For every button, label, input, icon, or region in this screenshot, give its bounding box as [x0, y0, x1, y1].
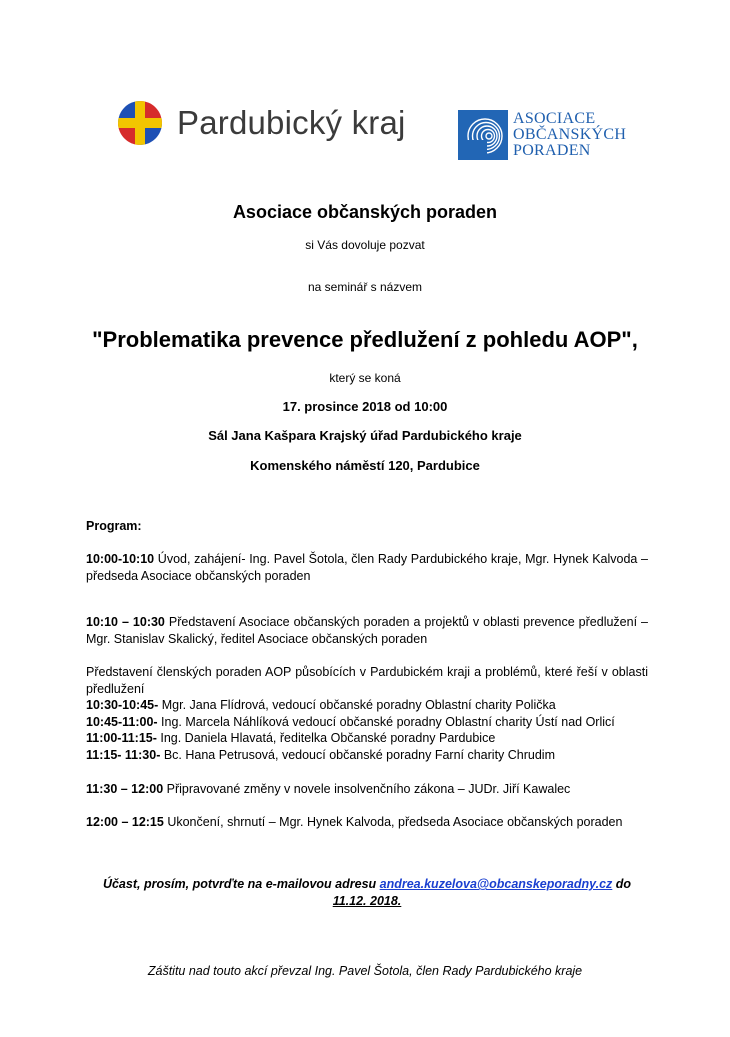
program-time: 11:00-11:15-	[86, 731, 157, 745]
program-subitem	[86, 714, 648, 731]
program-subitem	[86, 730, 648, 747]
program-text: Bc. Hana Petrusová, vedoucí občanské poradny Farní charity Chrudim	[160, 747, 556, 762]
rsvp-deadline: 11.12. 2018.	[332, 893, 402, 908]
seminar-line: na seminář s názvem	[307, 280, 423, 294]
program-subitem	[86, 747, 648, 764]
program-heading: Program:	[86, 519, 142, 533]
organizer-heading: Asociace občanských poraden	[232, 202, 498, 222]
program-item	[86, 551, 648, 584]
seminar-date: 17. prosince 2018 od 10:00	[282, 399, 448, 414]
program-time: 11:15- 11:30-	[86, 747, 161, 762]
rsvp-email-link[interactable]: andrea.kuzelova@obcanskeporadny.cz	[379, 877, 613, 891]
program-time: 10:30-10:45-	[86, 698, 159, 712]
seminar-title: "Problematika prevence předlužení z pohledu AOP",	[92, 327, 638, 352]
program-text: Ing. Marcela Náhlíková vedoucí občanské poradny Oblastní charity Ústí nad Orlicí	[157, 714, 615, 729]
aop-logo-line: OBČANSKÝCH	[513, 126, 627, 143]
kraj-emblem-icon	[117, 100, 163, 146]
program-subitem	[86, 697, 648, 714]
program-text: Připravované změny v novele insolvenčního zákona – JUDr. Jiří Kawalec	[163, 782, 571, 796]
aop-logo-line: PORADEN	[513, 142, 591, 159]
logo-banner	[93, 88, 645, 160]
program-time: 10:00-10:10	[86, 552, 155, 566]
program-text: Úvod, zahájení- Ing. Pavel Šotola, člen Rady Pardubického kraje, Mgr. Hynek Kalvoda – předseda Asociace občanských poraden	[86, 552, 648, 583]
program-block	[86, 664, 648, 763]
patronage-note: Záštitu nad touto akcí převzal Ing. Pavel Šotola, člen Rady Pardubického kraje	[147, 964, 583, 978]
program-item	[86, 781, 648, 798]
rsvp-note	[86, 876, 648, 909]
program-time: 12:00 – 12:15	[86, 815, 164, 829]
program-time: 10:10 – 10:30	[86, 615, 165, 629]
program-time: 10:45-11:00-	[86, 714, 158, 729]
program-text: Ukončení, shrnutí – Mgr. Hynek Kalvoda, předseda Asociace občanských poraden	[163, 815, 623, 829]
program-text: Mgr. Jana Flídrová, vedoucí občanské poradny Oblastní charity Polička	[158, 698, 556, 712]
seminar-address: Komenského náměstí 120, Pardubice	[250, 458, 480, 473]
rsvp-prefix: Účast, prosím, potvrďte na e-mailovou adresu	[102, 877, 380, 891]
aop-logo-text	[513, 111, 626, 159]
rsvp-middle: do	[612, 877, 632, 891]
program-item	[86, 814, 648, 831]
program-text: Ing. Daniela Hlavatá, ředitelka Občanské poradny Pardubice	[156, 731, 496, 745]
pardubicky-kraj-logo	[117, 98, 406, 148]
program-block-intro: Představení členských poraden AOP působících v Pardubickém kraji a problémů, které řeší v oblasti předlužení	[86, 665, 648, 696]
program-text: Představení Asociace občanských poraden a projektů v oblasti prevence předlužení – Mgr. Stanislav Skalický, ředitel Asociace občanských poraden	[86, 615, 649, 646]
seminar-place: Sál Jana Kašpara Krajský úřad Pardubického kraje	[208, 428, 522, 443]
kraj-name: Pardubický kraj	[177, 104, 406, 141]
program-item	[86, 614, 648, 647]
program-time: 11:30 – 12:00	[86, 782, 164, 796]
aop-emblem-icon	[458, 110, 508, 160]
aop-logo-line: ASOCIACE	[513, 110, 596, 127]
invite-line: si Vás dovoluje pozvat	[305, 238, 425, 252]
aop-logo	[458, 110, 626, 160]
held-line: který se koná	[329, 371, 401, 385]
